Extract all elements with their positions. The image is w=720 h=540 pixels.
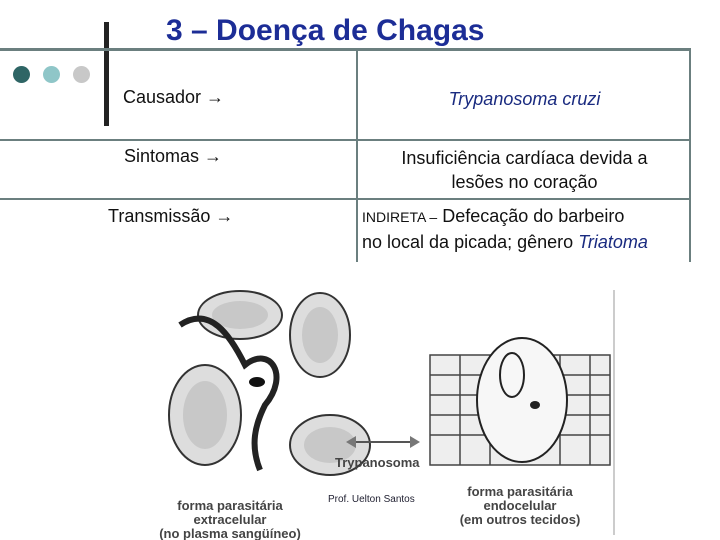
slide-title: 3 – Doença de Chagas [166, 14, 485, 47]
right-caption-1: forma parasitária [467, 484, 573, 499]
table-column-divider [356, 48, 358, 262]
left-caption [159, 498, 301, 540]
transmissao-prefix: INDIRETA – [362, 209, 438, 225]
trypanosome-nucleus [249, 377, 265, 387]
right-caption-2: endocelular [483, 498, 557, 513]
amastigote [530, 401, 540, 409]
row-value-transmissao [362, 204, 687, 255]
transmissao-text2: no local da picada; gênero [362, 232, 574, 252]
transmissao-text: Defecação do barbeiro [442, 206, 625, 226]
arrow-head-right [410, 436, 420, 448]
sintomas-line1: Insuficiência cardíaca devida a [401, 148, 648, 168]
red-blood-cell [302, 307, 338, 363]
causador-value: Trypanosoma cruzi [448, 89, 601, 109]
red-blood-cell [183, 381, 227, 449]
host-cell [477, 338, 567, 462]
right-caption-3: (em outros tecidos) [459, 512, 581, 527]
table-right-border [689, 48, 691, 262]
row-label-sintomas: Sintomas → [124, 146, 223, 166]
row-value-causador [362, 87, 687, 111]
right-caption [460, 484, 581, 527]
center-label: Trypanosoma [335, 455, 420, 470]
transmissao-line2 [362, 230, 687, 255]
left-caption-3: (no plasma sangüíneo) [159, 526, 301, 540]
author-credit: Prof. Uelton Santos [328, 494, 415, 505]
left-caption-2: extracelular [193, 512, 267, 527]
left-caption-1: forma parasitária [177, 498, 283, 513]
row-label-causador: Causador → [123, 87, 225, 107]
row-label-transmissao: Transmissão → [108, 206, 234, 226]
row-value-sintomas [362, 146, 687, 194]
transmissao-line1 [362, 204, 687, 230]
sintomas-line2: lesões no coração [451, 172, 598, 192]
transmissao-genus: Triatoma [578, 232, 648, 252]
